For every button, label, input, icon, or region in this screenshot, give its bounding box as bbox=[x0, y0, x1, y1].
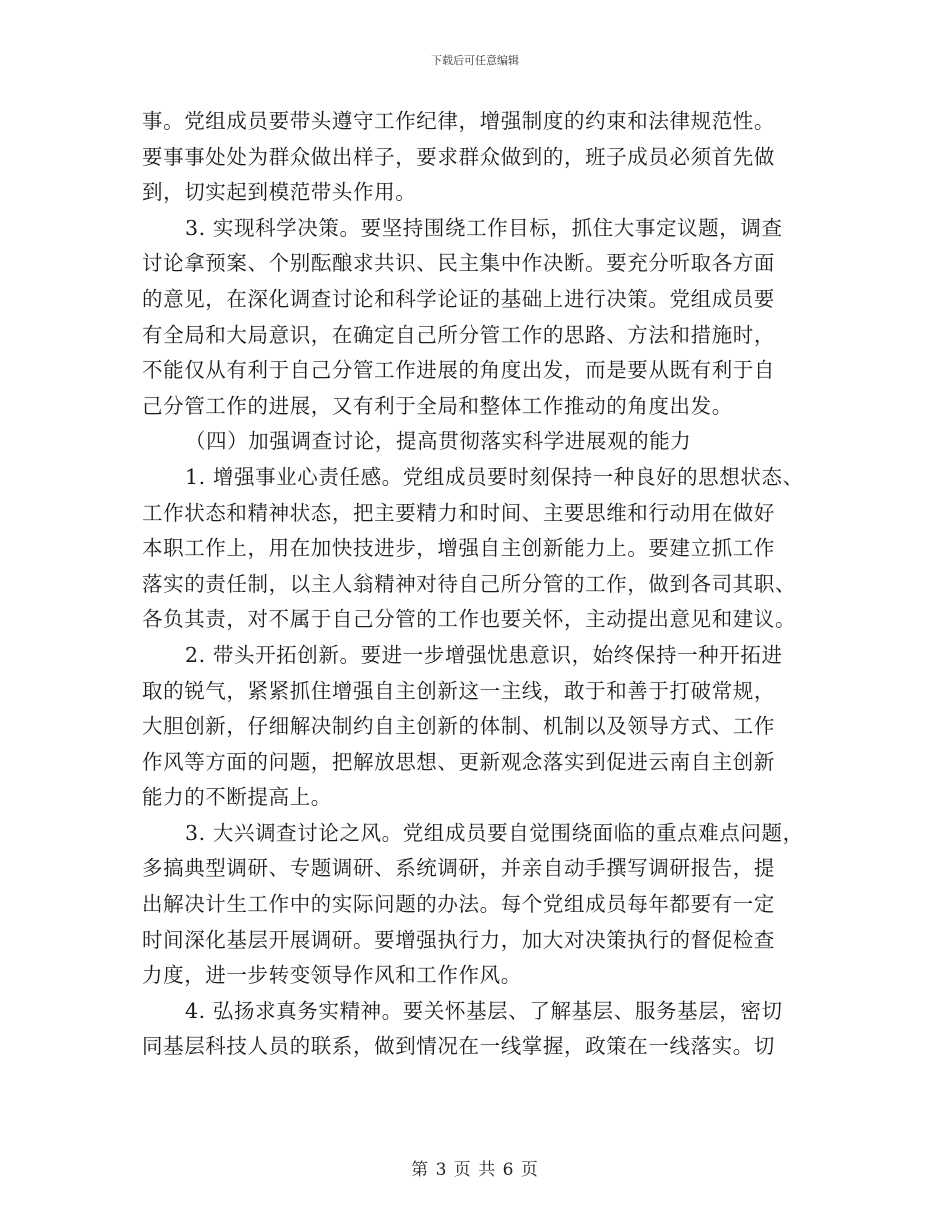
text-line: 到，切实起到模范带头作用。 bbox=[142, 180, 417, 205]
text-line: 力度，进一步转变领导作风和工作作风。 bbox=[142, 963, 522, 988]
heading-line: （四）加强调查讨论，提高贯彻落实科学进展观的能力 bbox=[185, 429, 692, 454]
text-line: 有全局和大局意识，在确定自己所分管工作的思路、方法和措施时， bbox=[142, 322, 775, 347]
paragraph-scientific-decision bbox=[142, 211, 822, 425]
paragraph-pragmatism bbox=[142, 994, 822, 1065]
page-footer: 第 3 页 共 6 页 bbox=[411, 1160, 539, 1180]
paragraph-research bbox=[142, 816, 822, 994]
text-line: 各负其责，对不属于自己分管的工作也要关怀，主动提出意见和建议。 bbox=[142, 607, 797, 632]
text-line: 取的锐气，紧紧抓住增强自主创新这一主线，敢于和善于打破常规， bbox=[142, 678, 775, 703]
text-line: 2. 带头开拓创新。要进一步增强忧患意识，始终保持一种开拓进 bbox=[185, 642, 783, 667]
section-heading bbox=[142, 424, 822, 460]
text-line: 讨论拿预案、个别酝酿求共识、民主集中作决断。要充分听取各方面 bbox=[142, 251, 775, 276]
document-body bbox=[142, 104, 822, 1065]
text-line: 事。党组成员要带头遵守工作纪律，增强制度的约束和法律规范性。 bbox=[142, 109, 775, 133]
paragraph-responsibility bbox=[142, 460, 822, 638]
page-header: 下载后可任意编辑 bbox=[431, 54, 519, 67]
text-line: 能力的不断提高上。 bbox=[142, 785, 332, 810]
text-line: 的意见，在深化调查讨论和科学论证的基础上进行决策。党组成员要 bbox=[142, 286, 775, 311]
text-line: 3. 实现科学决策。要坚持围绕工作目标，抓住大事定议题，调查 bbox=[185, 215, 783, 240]
paragraph-continuation bbox=[142, 104, 822, 211]
text-line: 作风等方面的问题，把解放思想、更新观念落实到促进云南自主创新 bbox=[142, 749, 775, 774]
text-line: 要事事处处为群众做出样子，要求群众做到的，班子成员必须首先做 bbox=[142, 144, 775, 169]
text-line: 时间深化基层开展调研。要增强执行力，加大对决策执行的督促检查 bbox=[142, 927, 775, 952]
text-line: 出解决计生工作中的实际问题的办法。每个党组成员每年都要有一定 bbox=[142, 892, 775, 917]
paragraph-innovation bbox=[142, 638, 822, 816]
text-line: 本职工作上，用在加快技进步，增强自主创新能力上。要建立抓工作 bbox=[142, 536, 775, 561]
text-line: 不能仅从有利于自己分管工作进展的角度出发，而是要从既有利于自 bbox=[142, 358, 775, 383]
text-line: 同基层科技人员的联系，做到情况在一线掌握，政策在一线落实。切 bbox=[142, 1034, 775, 1059]
text-line: 己分管工作的进展，又有利于全局和整体工作推动的角度出发。 bbox=[142, 393, 733, 418]
text-line: 大胆创新，仔细解决制约自主创新的体制、机制以及领导方式、工作 bbox=[142, 714, 775, 739]
text-line: 落实的责任制，以主人翁精神对待自己所分管的工作，做到各司其职、 bbox=[142, 571, 797, 596]
text-line: 多搞典型调研、专题调研、系统调研，并亲自动手撰写调研报告，提 bbox=[142, 856, 775, 881]
text-line: 1. 增强事业心责任感。党组成员要时刻保持一种良好的思想状态、 bbox=[185, 464, 804, 489]
text-line: 3. 大兴调查讨论之风。党组成员要自觉围绕面临的重点难点问题， bbox=[185, 820, 804, 845]
text-line: 工作状态和精神状态，把主要精力和时间、主要思维和行动用在做好 bbox=[142, 500, 775, 525]
text-line: 4. 弘扬求真务实精神。要关怀基层、了解基层、服务基层，密切 bbox=[185, 998, 783, 1023]
